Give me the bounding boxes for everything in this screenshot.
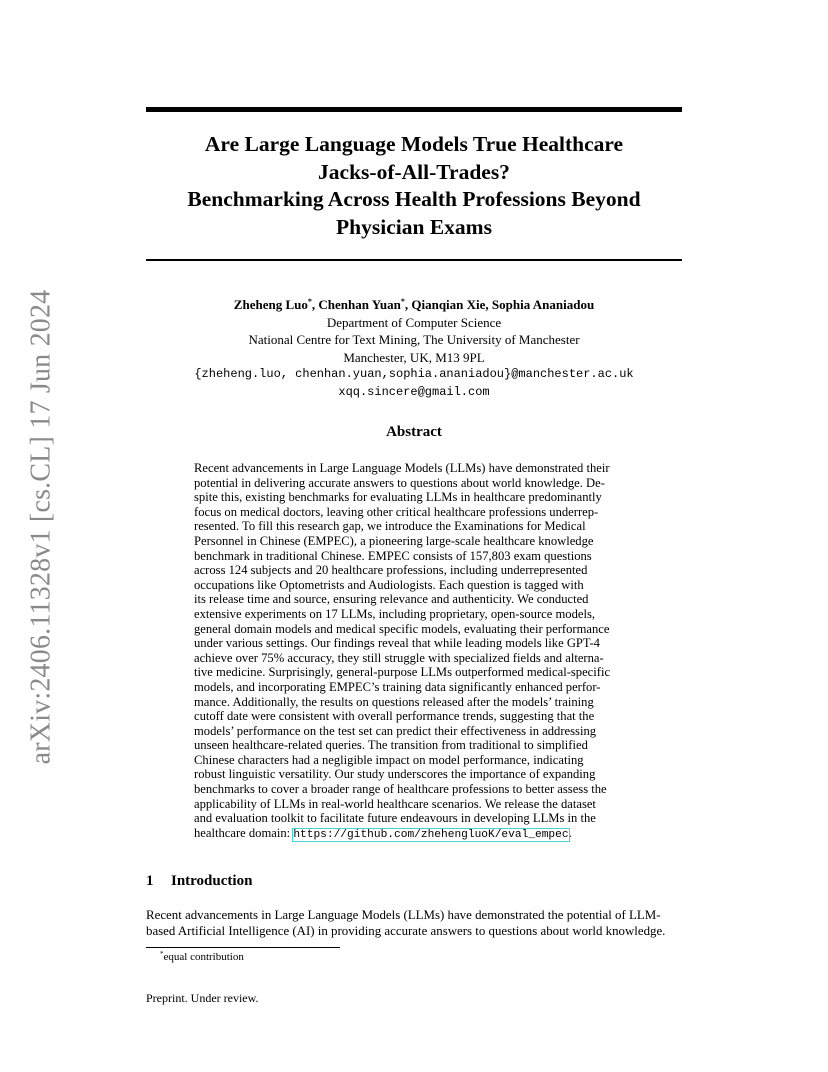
abstract-line: Personnel in Chinese (EMPEC), a pioneering large-scale healthcare knowledge xyxy=(194,533,594,548)
title-top-rule xyxy=(146,107,682,112)
arxiv-sidebar-stamp xyxy=(23,289,59,765)
abstract-line-prefix: healthcare domain: xyxy=(194,825,294,840)
author-institution: National Centre for Text Mining, The University of Manchester xyxy=(248,332,580,347)
abstract-line: robust linguistic versatility. Our study underscores the importance of expanding xyxy=(194,767,596,782)
preprint-note: Preprint. Under review. xyxy=(146,991,259,1005)
abstract-last-line xyxy=(194,826,634,843)
footnote-rule xyxy=(146,947,340,948)
intro-line: based Artificial Intelligence (AI) in providing accurate answers to questions about world knowledge. xyxy=(146,923,666,938)
intro-line: Recent advancements in Large Language Models (LLMs) have demonstrated the potential of LLM- xyxy=(146,908,661,922)
author-name: Chenhan Yuan xyxy=(318,297,401,312)
paper-title xyxy=(146,131,682,241)
abstract-line: occupations like Optometrists and Audiologists. Each question is tagged with xyxy=(194,577,584,592)
abstract-line: unseen healthcare-related queries. The transition from traditional to simplified xyxy=(194,738,588,753)
abstract-line: across 124 subjects and 20 healthcare professions, including underrepresented xyxy=(194,563,588,578)
author-emails: {zheheng.luo, chenhan.yuan,sophia.ananiadou}@manchester.ac.uk xyxy=(194,367,634,381)
abstract-line: achieve over 75% accuracy, they still struggle with specialized fields and alterna- xyxy=(194,650,604,665)
abstract-line: mance. Additionally, the results on questions released after the models’ training xyxy=(194,694,594,709)
abstract-line: potential in delivering accurate answers to questions about world knowledge. De- xyxy=(194,475,605,490)
abstract-line: extensive experiments on 17 LLMs, including proprietary, open-source models, xyxy=(194,606,596,621)
abstract-line: benchmarks to cover a broader range of healthcare professions to better assess the xyxy=(194,782,607,797)
abstract-heading: Abstract xyxy=(386,424,442,440)
abstract-line: applicability of LLMs in real-world healthcare scenarios. We release the dataset xyxy=(194,796,596,811)
author-names: Zheheng Luo*, Chenhan Yuan*, Qianqian Xie, Sophia Ananiadou xyxy=(233,297,595,312)
author-address: Manchester, UK, M13 9PL xyxy=(343,349,485,365)
abstract-line: models’ performance on the test set can predict their effectiveness in addressing xyxy=(194,723,597,738)
footnote-text: equal contribution xyxy=(163,951,244,963)
section-title: Introduction xyxy=(171,873,253,889)
footnote-mark: * xyxy=(160,950,164,958)
abstract-body xyxy=(194,461,634,842)
abstract-line: focus on medical doctors, leaving other critical healthcare professions underrep- xyxy=(194,504,599,519)
abstract-line: models, and incorporating EMPEC’s training data significantly enhanced perfor- xyxy=(194,679,601,694)
equal-contribution-mark: * xyxy=(400,297,405,306)
abstract-line: its release time and source, ensuring relevance and authenticity. We conducted xyxy=(194,592,589,607)
abstract-line: benchmark in traditional Chinese. EMPEC consists of 157,803 exam questions xyxy=(194,548,592,563)
section-heading xyxy=(146,873,252,890)
footnote xyxy=(160,950,244,963)
title-line: Jacks-of-All-Trades? xyxy=(318,159,510,184)
author-block xyxy=(146,296,682,401)
title-line: Are Large Language Models True Healthcare xyxy=(204,132,624,156)
introduction-text xyxy=(146,908,682,939)
abstract-line-suffix: . xyxy=(568,825,572,840)
author-email-secondary: xqq.sincere@gmail.com xyxy=(338,384,490,399)
abstract-line: tive medicine. Surprisingly, general-purpose LLMs outperformed medical-specific xyxy=(194,665,611,680)
abstract-line: Recent advancements in Large Language Models (LLMs) have demonstrated their xyxy=(194,461,610,475)
author-department: Department of Computer Science xyxy=(326,314,502,330)
title-line: Physician Exams xyxy=(336,214,492,239)
section-number: 1 xyxy=(146,873,154,889)
repo-link[interactable]: https://github.com/zhehengluoK/eval_empec xyxy=(293,828,569,841)
author-name: Zheheng Luo xyxy=(233,297,308,312)
abstract-line: cutoff date were consistent with overall performance trends, suggesting that the xyxy=(194,709,595,724)
arxiv-id-text: arXiv:2406.11328v1 [cs.CL] 17 Jun 2024 xyxy=(25,289,56,765)
abstract-line: Chinese characters had a negligible impact on model performance, indicating xyxy=(194,752,584,767)
author-name: Qianqian Xie, Sophia Ananiadou xyxy=(411,297,595,312)
abstract-line: resented. To fill this research gap, we introduce the Examinations for Medical xyxy=(194,519,586,534)
title-line: Benchmarking Across Health Professions Beyond xyxy=(187,187,641,211)
abstract-line: under various settings. Our findings reveal that while leading models like GPT-4 xyxy=(194,636,600,651)
abstract-line: and evaluation toolkit to facilitate future endeavours in developing LLMs in the xyxy=(194,811,596,826)
title-bottom-rule xyxy=(146,259,682,261)
equal-contribution-mark: * xyxy=(307,297,312,306)
abstract-line: general domain models and medical specific models, evaluating their performance xyxy=(194,621,610,636)
abstract-line: spite this, existing benchmarks for evaluating LLMs in healthcare predominantly xyxy=(194,490,602,505)
